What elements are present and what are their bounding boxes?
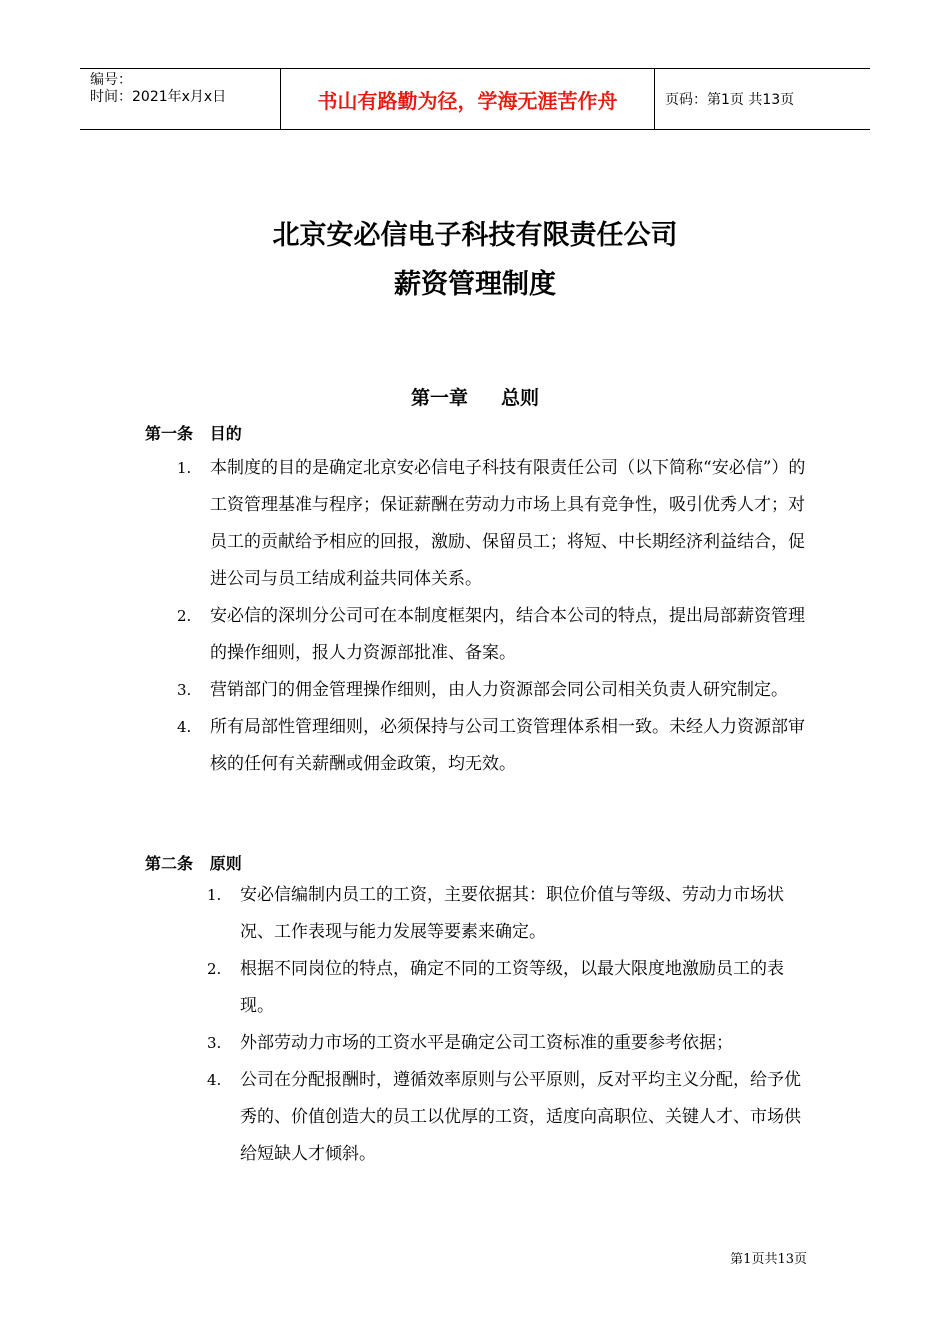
- document-subtitle: 薪资管理制度: [394, 269, 556, 300]
- number-label: 编号：: [90, 72, 132, 88]
- article-2-list: [207, 877, 807, 1173]
- article-1-heading: 第一条 目的: [145, 424, 242, 443]
- page-header: [80, 68, 870, 130]
- list-item: [207, 951, 807, 1025]
- header-meta: [80, 69, 281, 129]
- time-label: 时间：2021年x月x日: [90, 89, 227, 105]
- item-text: 安必信的深圳分公司可在本制度框架内，结合本公司的特点，提出局部薪资管理的操作细则，报人力资源部批准、备案。: [210, 606, 805, 663]
- item-text: 安必信编制内员工的工资，主要依据其：职位价值与等级、劳动力市场状况、工作表现与能力发展等要素来确定。: [240, 885, 784, 942]
- list-item: [207, 877, 807, 951]
- header-motto: 书山有路勤为径，学海无涯苦作舟: [281, 69, 655, 129]
- item-text: 本制度的目的是确定北京安必信电子科技有限责任公司（以下简称“安必信”）的工资管理基准与程序；保证薪酬在劳动力市场上具有竞争性，吸引优秀人才；对员工的贡献给予相应的回报，激励、保留员工；将短、中长期经济利益结合，促进公司与员工结成利益共同体关系。: [210, 458, 806, 589]
- chapter-heading: 第一章 总则: [410, 387, 540, 409]
- item-text: 外部劳动力市场的工资水平是确定公司工资标准的重要参考依据；: [240, 1033, 733, 1053]
- list-item: [177, 709, 807, 783]
- item-text: 根据不同岗位的特点，确定不同的工资等级，以最大限度地激励员工的表现。: [240, 959, 784, 1016]
- item-number: 1.: [207, 886, 222, 904]
- item-number: 2.: [207, 960, 222, 978]
- list-item: [177, 450, 807, 598]
- item-text: 所有局部性管理细则，必须保持与公司工资管理体系相一致。未经人力资源部审核的任何有关薪酬或佣金政策，均无效。: [210, 717, 805, 774]
- header-page-info: 页码：第1页 共13页: [665, 92, 795, 108]
- item-number: 4.: [177, 718, 192, 736]
- list-item: [177, 672, 807, 709]
- list-item: [207, 1025, 807, 1062]
- article-1-list: [177, 450, 807, 783]
- item-number: 4.: [207, 1071, 222, 1089]
- article-2-heading: 第二条 原则: [145, 854, 242, 873]
- list-item: [177, 598, 807, 672]
- item-number: 3.: [207, 1034, 222, 1052]
- document-title: 北京安必信电子科技有限责任公司: [272, 220, 678, 251]
- item-text: 营销部门的佣金管理操作细则，由人力资源部会同公司相关负责人研究制定。: [210, 680, 788, 700]
- list-item: [207, 1062, 807, 1173]
- item-number: 2.: [177, 607, 192, 625]
- page-footer: 第1页共13页: [730, 1252, 807, 1267]
- item-number: 3.: [177, 681, 192, 699]
- item-number: 1.: [177, 459, 192, 477]
- item-text: 公司在分配报酬时，遵循效率原则与公平原则，反对平均主义分配，给予优秀的、价值创造大的员工以优厚的工资，适度向高职位、关键人才、市场供给短缺人才倾斜。: [240, 1070, 801, 1164]
